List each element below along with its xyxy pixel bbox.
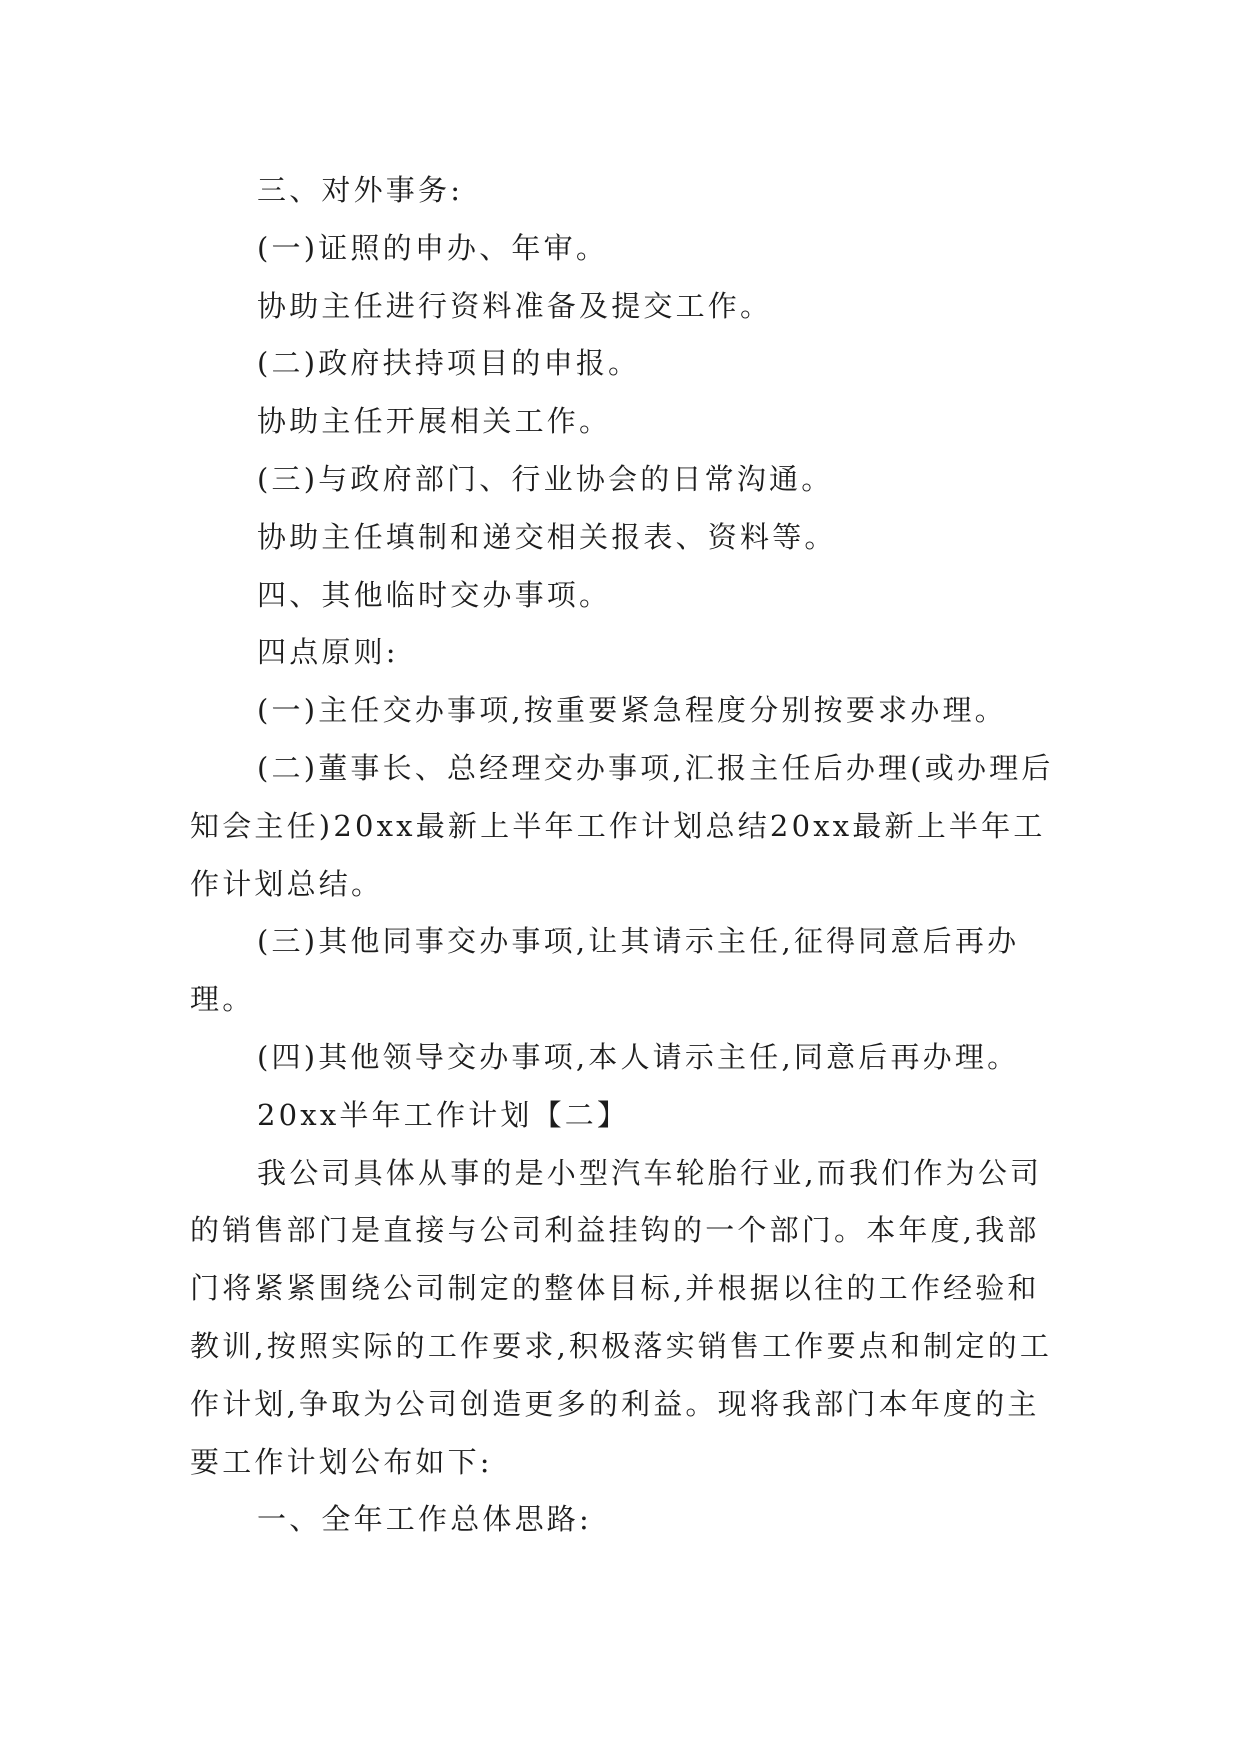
document-body <box>190 162 1070 1549</box>
paragraph-2: (一)证照的申办、年审。 <box>257 230 609 265</box>
paragraph-13: (四)其他领导交办事项,本人请示主任,同意后再办理。 <box>257 1039 1020 1074</box>
paragraph-9: 四点原则: <box>257 635 399 670</box>
paragraph-10: (一)主任交办事项,按重要紧急程度分别按要求办理。 <box>257 693 1007 728</box>
paragraph-3: 协助主任进行资料准备及提交工作。 <box>257 288 773 323</box>
paragraph-4: (二)政府扶持项目的申报。 <box>257 346 641 381</box>
paragraph-11: (二)董事长、总经理交办事项,汇报主任后办理(或办理后知会主任)20xx最新上半年工作计划总结20xx最新上半年工作计划总结。 <box>190 750 1054 901</box>
paragraph-6: (三)与政府部门、行业协会的日常沟通。 <box>257 461 834 496</box>
paragraph-7: 协助主任填制和递交相关报表、资料等。 <box>257 519 837 554</box>
paragraph-15: 我公司具体从事的是小型汽车轮胎行业,而我们作为公司的销售部门是直接与公司利益挂钩的一个部门。本年度,我部门将紧紧围绕公司制定的整体目标,并根据以往的工作经验和教训,按照实际的工作要求,积极落实销售工作要点和制定的工作计划,争取为公司创造更多的利益。现将我部门本年度的主要工作计划公布如下: <box>190 1155 1053 1479</box>
paragraph-16: 一、全年工作总体思路: <box>257 1502 592 1537</box>
paragraph-5: 协助主任开展相关工作。 <box>257 404 612 439</box>
paragraph-8: 四、其他临时交办事项。 <box>257 577 612 612</box>
paragraph-12: (三)其他同事交办事项,让其请示主任,征得同意后再办理。 <box>190 924 1020 1017</box>
paragraph-14: 20xx半年工作计划【二】 <box>257 1097 630 1132</box>
paragraph-1: 三、对外事务: <box>257 173 464 207</box>
